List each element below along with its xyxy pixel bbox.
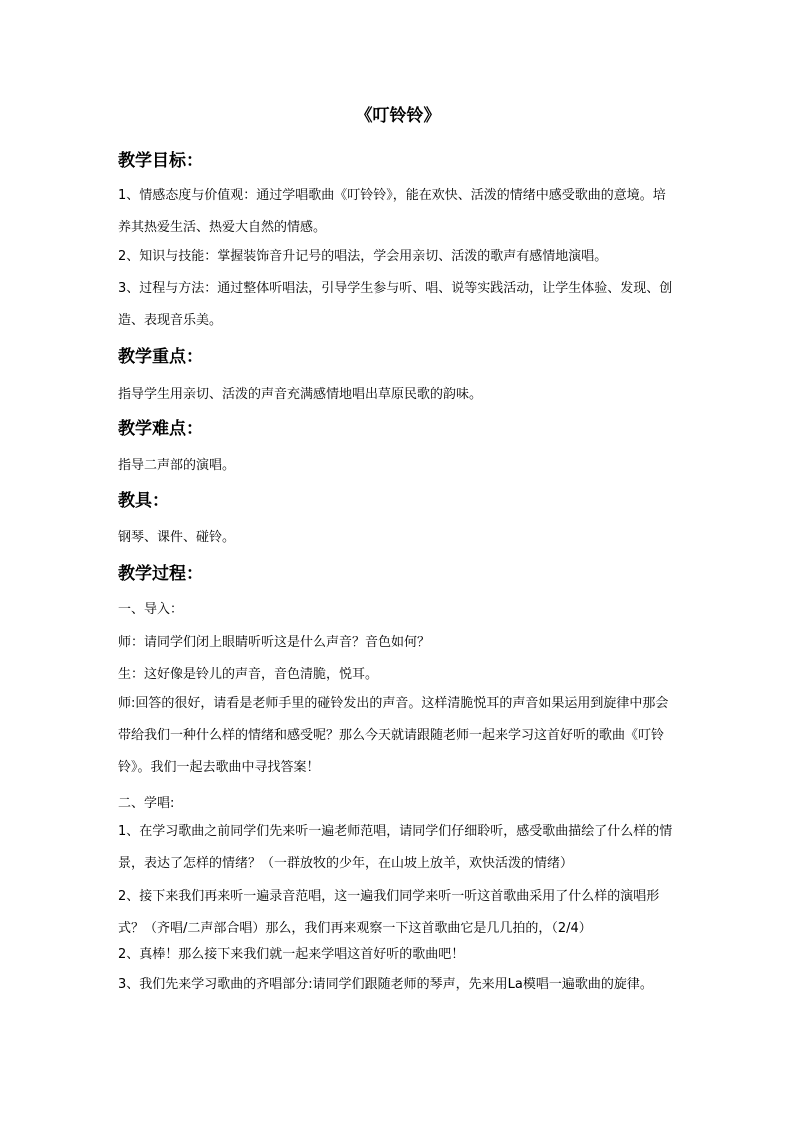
tools-heading: 教具： — [118, 491, 169, 511]
dialog-2: 生：这好像是铃儿的声音，音色清脆，悦耳。 — [118, 667, 379, 682]
dialog-3: 师:回答的很好，请看是老师手里的碰铃发出的声音。这样清脆悦耳的声音如果运用到旋律中那会带给我们一种什么样的情绪和感受呢？那么今天就请跟随老师一起来学习这首好听的歌曲《叮铃铃》。我们一起去歌曲中寻找答案！ — [118, 696, 669, 775]
step-1-title: 一、导入： — [118, 602, 184, 617]
process-heading: 教学过程： — [118, 564, 203, 584]
goal-3: 3、过程与方法：通过整体听唱法，引导学生参与听、唱、说等实践活动，让学生体验、发现、创造、表现音乐美。 — [118, 281, 673, 328]
goals-heading: 教学目标： — [118, 151, 203, 171]
learn-4: 3、我们先来学习歌曲的齐唱部分:请同学们跟随老师的琴声，先来用La模唱一遍歌曲的旋律。 — [118, 977, 653, 992]
learn-1: 1、在学习歌曲之前同学们先来听一遍老师范唱，请同学们仔细聆听，感受歌曲描绘了什么样的情景，表达了怎样的情绪？（一群放牧的少年，在山坡上放羊，欢快活泼的情绪） — [118, 824, 673, 871]
focus-heading: 教学重点： — [118, 347, 203, 367]
goal-1: 1、情感态度与价值观：通过学唱歌曲《叮铃铃》，能在欢快、活泼的情绪中感受歌曲的意境。培养其热爱生活、热爱大自然的情感。 — [118, 188, 666, 235]
learn-3: 2、真棒！那么接下来我们就一起来学唱这首好听的歌曲吧！ — [118, 947, 465, 962]
difficulty-text: 指导二声部的演唱。 — [118, 458, 236, 473]
document-title: 《叮铃铃》 — [355, 106, 441, 126]
goal-2: 2、知识与技能：掌握装饰音升记号的唱法，学会用亲切、活泼的歌声有感情地演唱。 — [118, 249, 608, 264]
difficulty-heading: 教学难点： — [118, 419, 203, 439]
tools-text: 钢琴、课件、碰铃。 — [118, 530, 236, 545]
learn-2: 2、接下来我们再来听一遍录音范唱，这一遍我们同学来听一听这首歌曲采用了什么样的演唱形式？（齐唱/二声部合唱）那么，我们再来观察一下这首歌曲它是几几拍的，（2/4） — [118, 889, 660, 936]
step-2-title: 二、学唱: — [118, 796, 175, 811]
focus-text: 指导学生用亲切、活泼的声音充满感情地唱出草原民歌的韵味。 — [118, 387, 483, 402]
dialog-1: 师：请同学们闭上眼睛听听这是什么声音？音色如何？ — [118, 635, 431, 650]
